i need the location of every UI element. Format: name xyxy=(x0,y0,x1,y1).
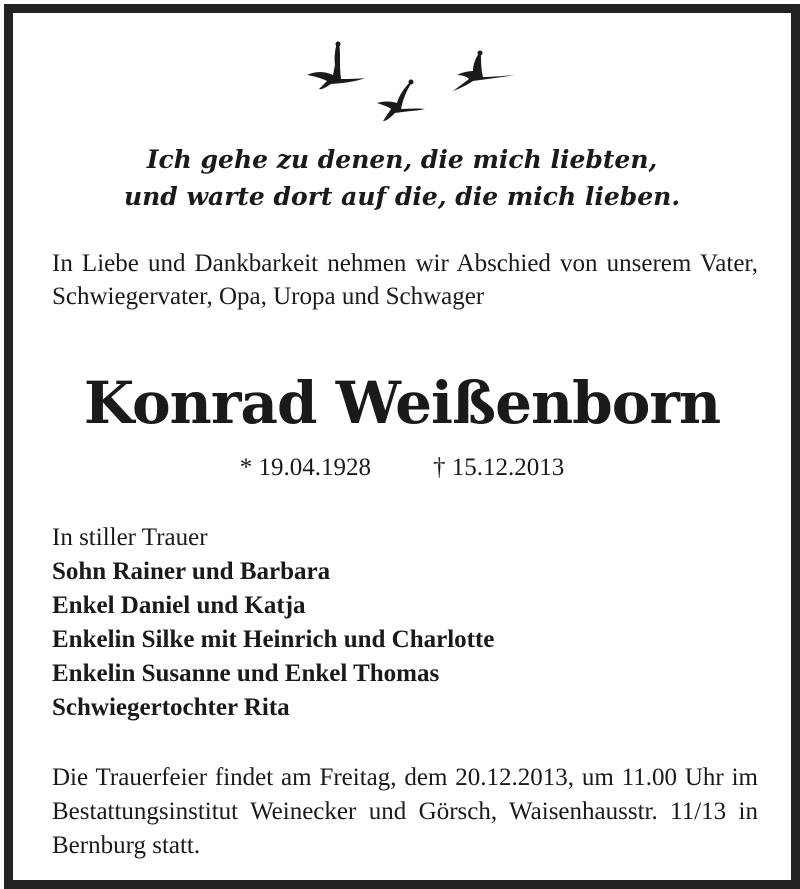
death-date: † 15.12.2013 xyxy=(433,454,565,481)
life-dates xyxy=(13,451,791,485)
quote-line: und warte dort auf die, die mich lieben. xyxy=(123,182,681,211)
flying-birds-icon xyxy=(291,35,531,135)
bird-icon xyxy=(377,80,425,122)
mourner-entry: Sohn Rainer und Barbara xyxy=(52,558,331,585)
mourner-entry: Enkelin Silke mit Heinrich und Charlotte xyxy=(52,626,495,653)
mourner-entry: Enkel Daniel und Katja xyxy=(52,592,306,619)
mourner-entry: Schwiegertochter Rita xyxy=(52,694,290,721)
bird-icon xyxy=(307,42,365,90)
intro-text: In Liebe und Dankbarkeit nehmen wir Abschied von unserem Vater, Schwiegervater, Opa, Uropa und Schwager xyxy=(52,250,758,310)
funeral-service-info: Die Trauerfeier findet am Freitag, dem 20.12.2013, um 11.00 Uhr im Bestattungsinstitut Weinecker und Görsch, Waisenhausstr. 11/13 in Bernburg statt. xyxy=(52,764,758,859)
mourner-entry: Enkelin Susanne und Enkel Thomas xyxy=(52,660,440,687)
mourners-heading: In stiller Trauer xyxy=(52,524,208,551)
mourners-list xyxy=(52,521,758,725)
obituary-notice xyxy=(4,4,800,889)
bird-icon xyxy=(453,51,515,92)
birth-date: * 19.04.1928 xyxy=(239,454,371,481)
deceased-name: Konrad Weißenborn xyxy=(83,369,721,437)
quote-line: Ich gehe zu denen, die mich liebten, xyxy=(146,145,658,174)
memorial-quote xyxy=(13,141,791,215)
